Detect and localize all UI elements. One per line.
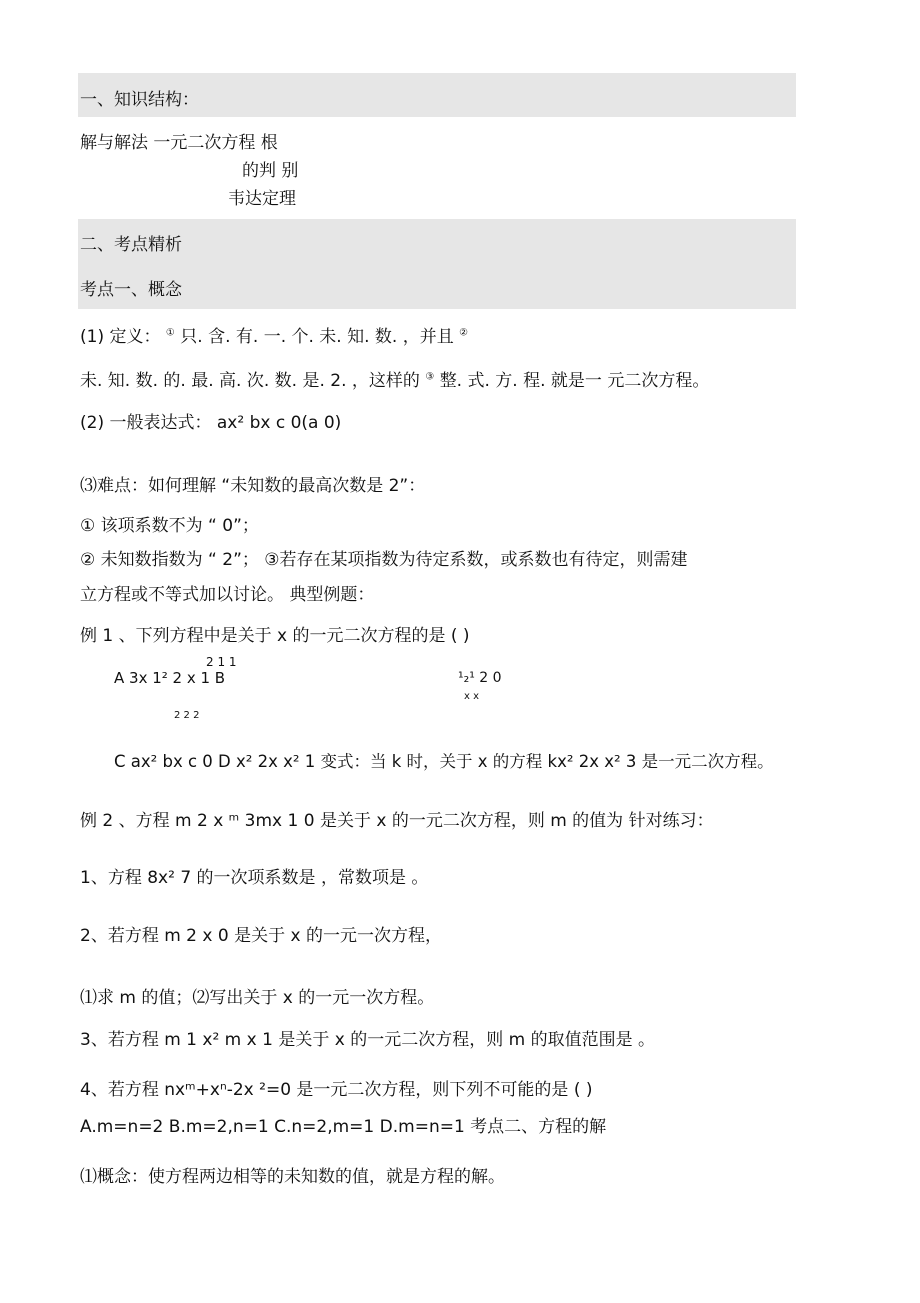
structure-line-3: 韦达定理 (228, 189, 296, 209)
section-heading-knowledge-structure: 一、知识结构： (80, 90, 199, 110)
difficulty-item-3: 立方程或不等式加以讨论。 典型例题： (80, 585, 375, 605)
example-2-question: 例 2 、方程 m 2 x ᵐ 3mx 1 0 是关于 x 的一元二次方程，则 m 的值为 针对练习： (80, 811, 714, 831)
circled-number-2: ② (459, 327, 469, 339)
definition-text-2a: 未. 知. 数. 的. 最. 高. 次. 数. 是. 2. ，这样的 (80, 371, 420, 391)
definition-label: (1) 定义： (80, 327, 161, 347)
practice-1: 1、方程 8x² 7 的一次项系数是 ，常数项是 。 (80, 868, 429, 888)
practice-3: 3、若方程 m 1 x² m x 1 是关于 x 的一元二次方程，则 m 的取值范围是 。 (80, 1030, 655, 1050)
topic-heading-concept: 考点一、概念 (80, 280, 182, 300)
section-header-band (78, 219, 796, 309)
general-form-line: (2) 一般表达式： ax² bx c 0(a 0) (80, 413, 342, 433)
practice-4: 4、若方程 nxᵐ+xⁿ-2x ²=0 是一元二次方程，则下列不可能的是 ( ) (80, 1080, 593, 1100)
example-1-option-b-subscript: x x (464, 691, 480, 702)
definition-line-2 (80, 373, 709, 390)
difficulty-title: ⑶难点：如何理解 “未知数的最高次数是 2”： (80, 476, 426, 496)
topic-2-concept: ⑴概念：使方程两边相等的未知数的值，就是方程的解。 (80, 1167, 505, 1187)
practice-2-subquestions: ⑴求 m 的值；⑵写出关于 x 的一元一次方程。 (80, 988, 435, 1008)
structure-line-1: 解与解法 一元二次方程 根 (80, 133, 278, 153)
practice-2: 2、若方程 m 2 x 0 是关于 x 的一元一次方程， (80, 926, 442, 946)
example-1-question: 例 1 、下列方程中是关于 x 的一元二次方程的是 ( ) (80, 626, 470, 646)
practice-4-options: A.m=n=2 B.m=2,n=1 C.n=2,m=1 D.m=n=1 考点二、方程的解 (80, 1117, 607, 1137)
example-1-options-cd-variant: C ax² bx c 0 D x² 2x x² 1 变式：当 k 时，关于 x 的方程 kx² 2x x² 3 是一元二次方程。 (114, 752, 774, 771)
structure-line-2: 的判 别 (242, 161, 299, 181)
difficulty-item-1: ① 该项系数不为 “ 0”； (80, 516, 259, 536)
difficulty-item-2: ② 未知数指数为 “ 2”； ③若存在某项指数为待定系数，或系数也有待定，则需建 (80, 550, 688, 570)
definition-text-2b: 整. 式. 方. 程. 就是一 元二次方程。 (439, 371, 710, 391)
definition-text-1: 只. 含. 有. 一. 个. 未. 知. 数. ，并且 (180, 327, 454, 347)
example-1-subscripts: 2 2 2 (174, 710, 200, 721)
example-1-option-a-superscript: 2 1 1 (206, 655, 237, 669)
example-1-option-a: A 3x 1² 2 x 1 B (114, 669, 226, 687)
circled-number-3: ③ (425, 371, 435, 383)
section-heading-exam-points: 二、考点精析 (80, 235, 182, 255)
example-1-option-b: ¹₂¹ 2 0 (458, 670, 502, 686)
definition-line-1 (80, 329, 468, 346)
circled-number-1: ① (165, 327, 175, 339)
